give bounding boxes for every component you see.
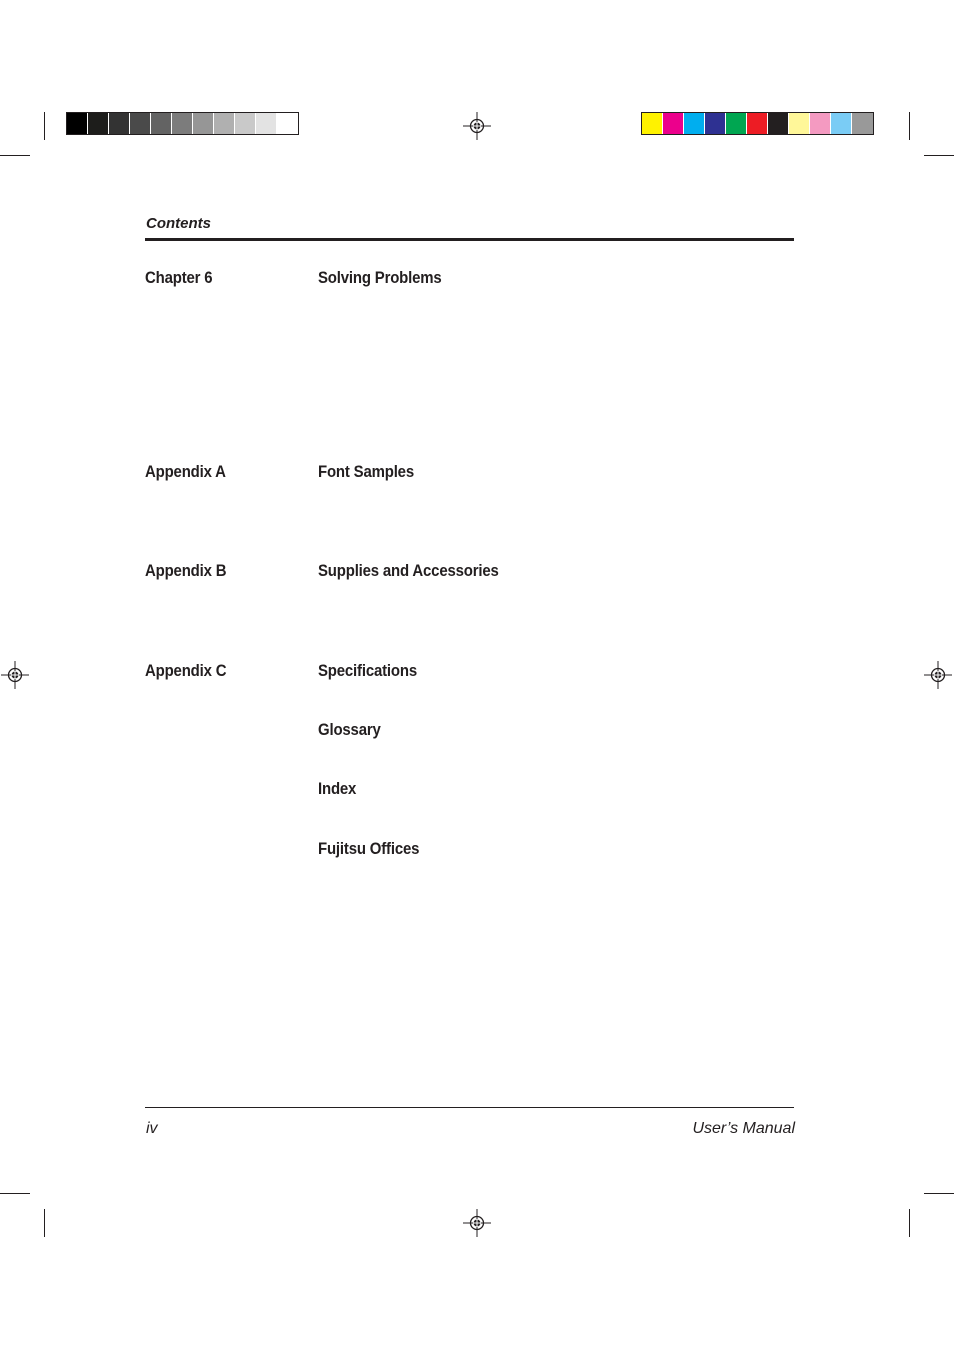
crop-mark bbox=[0, 155, 30, 156]
color-swatch bbox=[747, 113, 768, 134]
toc-entry-title[interactable]: Supplies and Accessories bbox=[318, 561, 499, 580]
color-swatch bbox=[130, 113, 151, 134]
manual-title: User’s Manual bbox=[692, 1120, 795, 1137]
color-swatch bbox=[235, 113, 256, 134]
toc-entry-label: Appendix B bbox=[145, 561, 227, 580]
color-swatch bbox=[831, 113, 852, 134]
toc-entry-label: Chapter 6 bbox=[145, 268, 213, 287]
toc-entry-title[interactable]: Fujitsu Offices bbox=[318, 839, 420, 858]
toc-entry-title[interactable]: Glossary bbox=[318, 720, 381, 739]
color-swatch bbox=[726, 113, 747, 134]
crop-mark bbox=[44, 112, 45, 140]
footer-rule bbox=[145, 1107, 794, 1108]
grayscale-calibration-bar bbox=[66, 112, 299, 135]
color-swatch bbox=[789, 113, 810, 134]
registration-mark-icon bbox=[1, 661, 29, 689]
color-swatch bbox=[172, 113, 193, 134]
toc-entry-label: Appendix A bbox=[145, 462, 226, 481]
color-swatch bbox=[256, 113, 277, 134]
registration-mark-icon bbox=[924, 661, 952, 689]
page-number: iv bbox=[146, 1120, 158, 1137]
crop-mark bbox=[924, 1193, 954, 1194]
color-swatch bbox=[67, 113, 88, 134]
toc-entry-title[interactable]: Font Samples bbox=[318, 462, 414, 481]
color-swatch bbox=[214, 113, 235, 134]
color-swatch bbox=[277, 113, 298, 134]
color-swatch bbox=[109, 113, 130, 134]
toc-entry-title[interactable]: Specifications bbox=[318, 661, 417, 680]
toc-entry-label: Appendix C bbox=[145, 661, 227, 680]
color-swatch bbox=[768, 113, 789, 134]
header-rule bbox=[145, 238, 794, 241]
toc-entry-title[interactable]: Index bbox=[318, 779, 357, 798]
color-swatch bbox=[684, 113, 705, 134]
crop-mark bbox=[0, 1193, 30, 1194]
color-swatch bbox=[88, 113, 109, 134]
crop-mark bbox=[924, 155, 954, 156]
color-swatch bbox=[663, 113, 684, 134]
running-header: Contents bbox=[146, 215, 211, 232]
color-swatch bbox=[705, 113, 726, 134]
color-swatch bbox=[810, 113, 831, 134]
crop-mark bbox=[909, 1209, 910, 1237]
color-swatch bbox=[193, 113, 214, 134]
color-swatch bbox=[151, 113, 172, 134]
color-calibration-bar bbox=[641, 112, 874, 135]
color-swatch bbox=[852, 113, 873, 134]
toc-entry-title[interactable]: Solving Problems bbox=[318, 268, 442, 287]
crop-mark bbox=[44, 1209, 45, 1237]
color-swatch bbox=[642, 113, 663, 134]
crop-mark bbox=[909, 112, 910, 140]
registration-mark-icon bbox=[463, 112, 491, 140]
registration-mark-icon bbox=[463, 1209, 491, 1237]
